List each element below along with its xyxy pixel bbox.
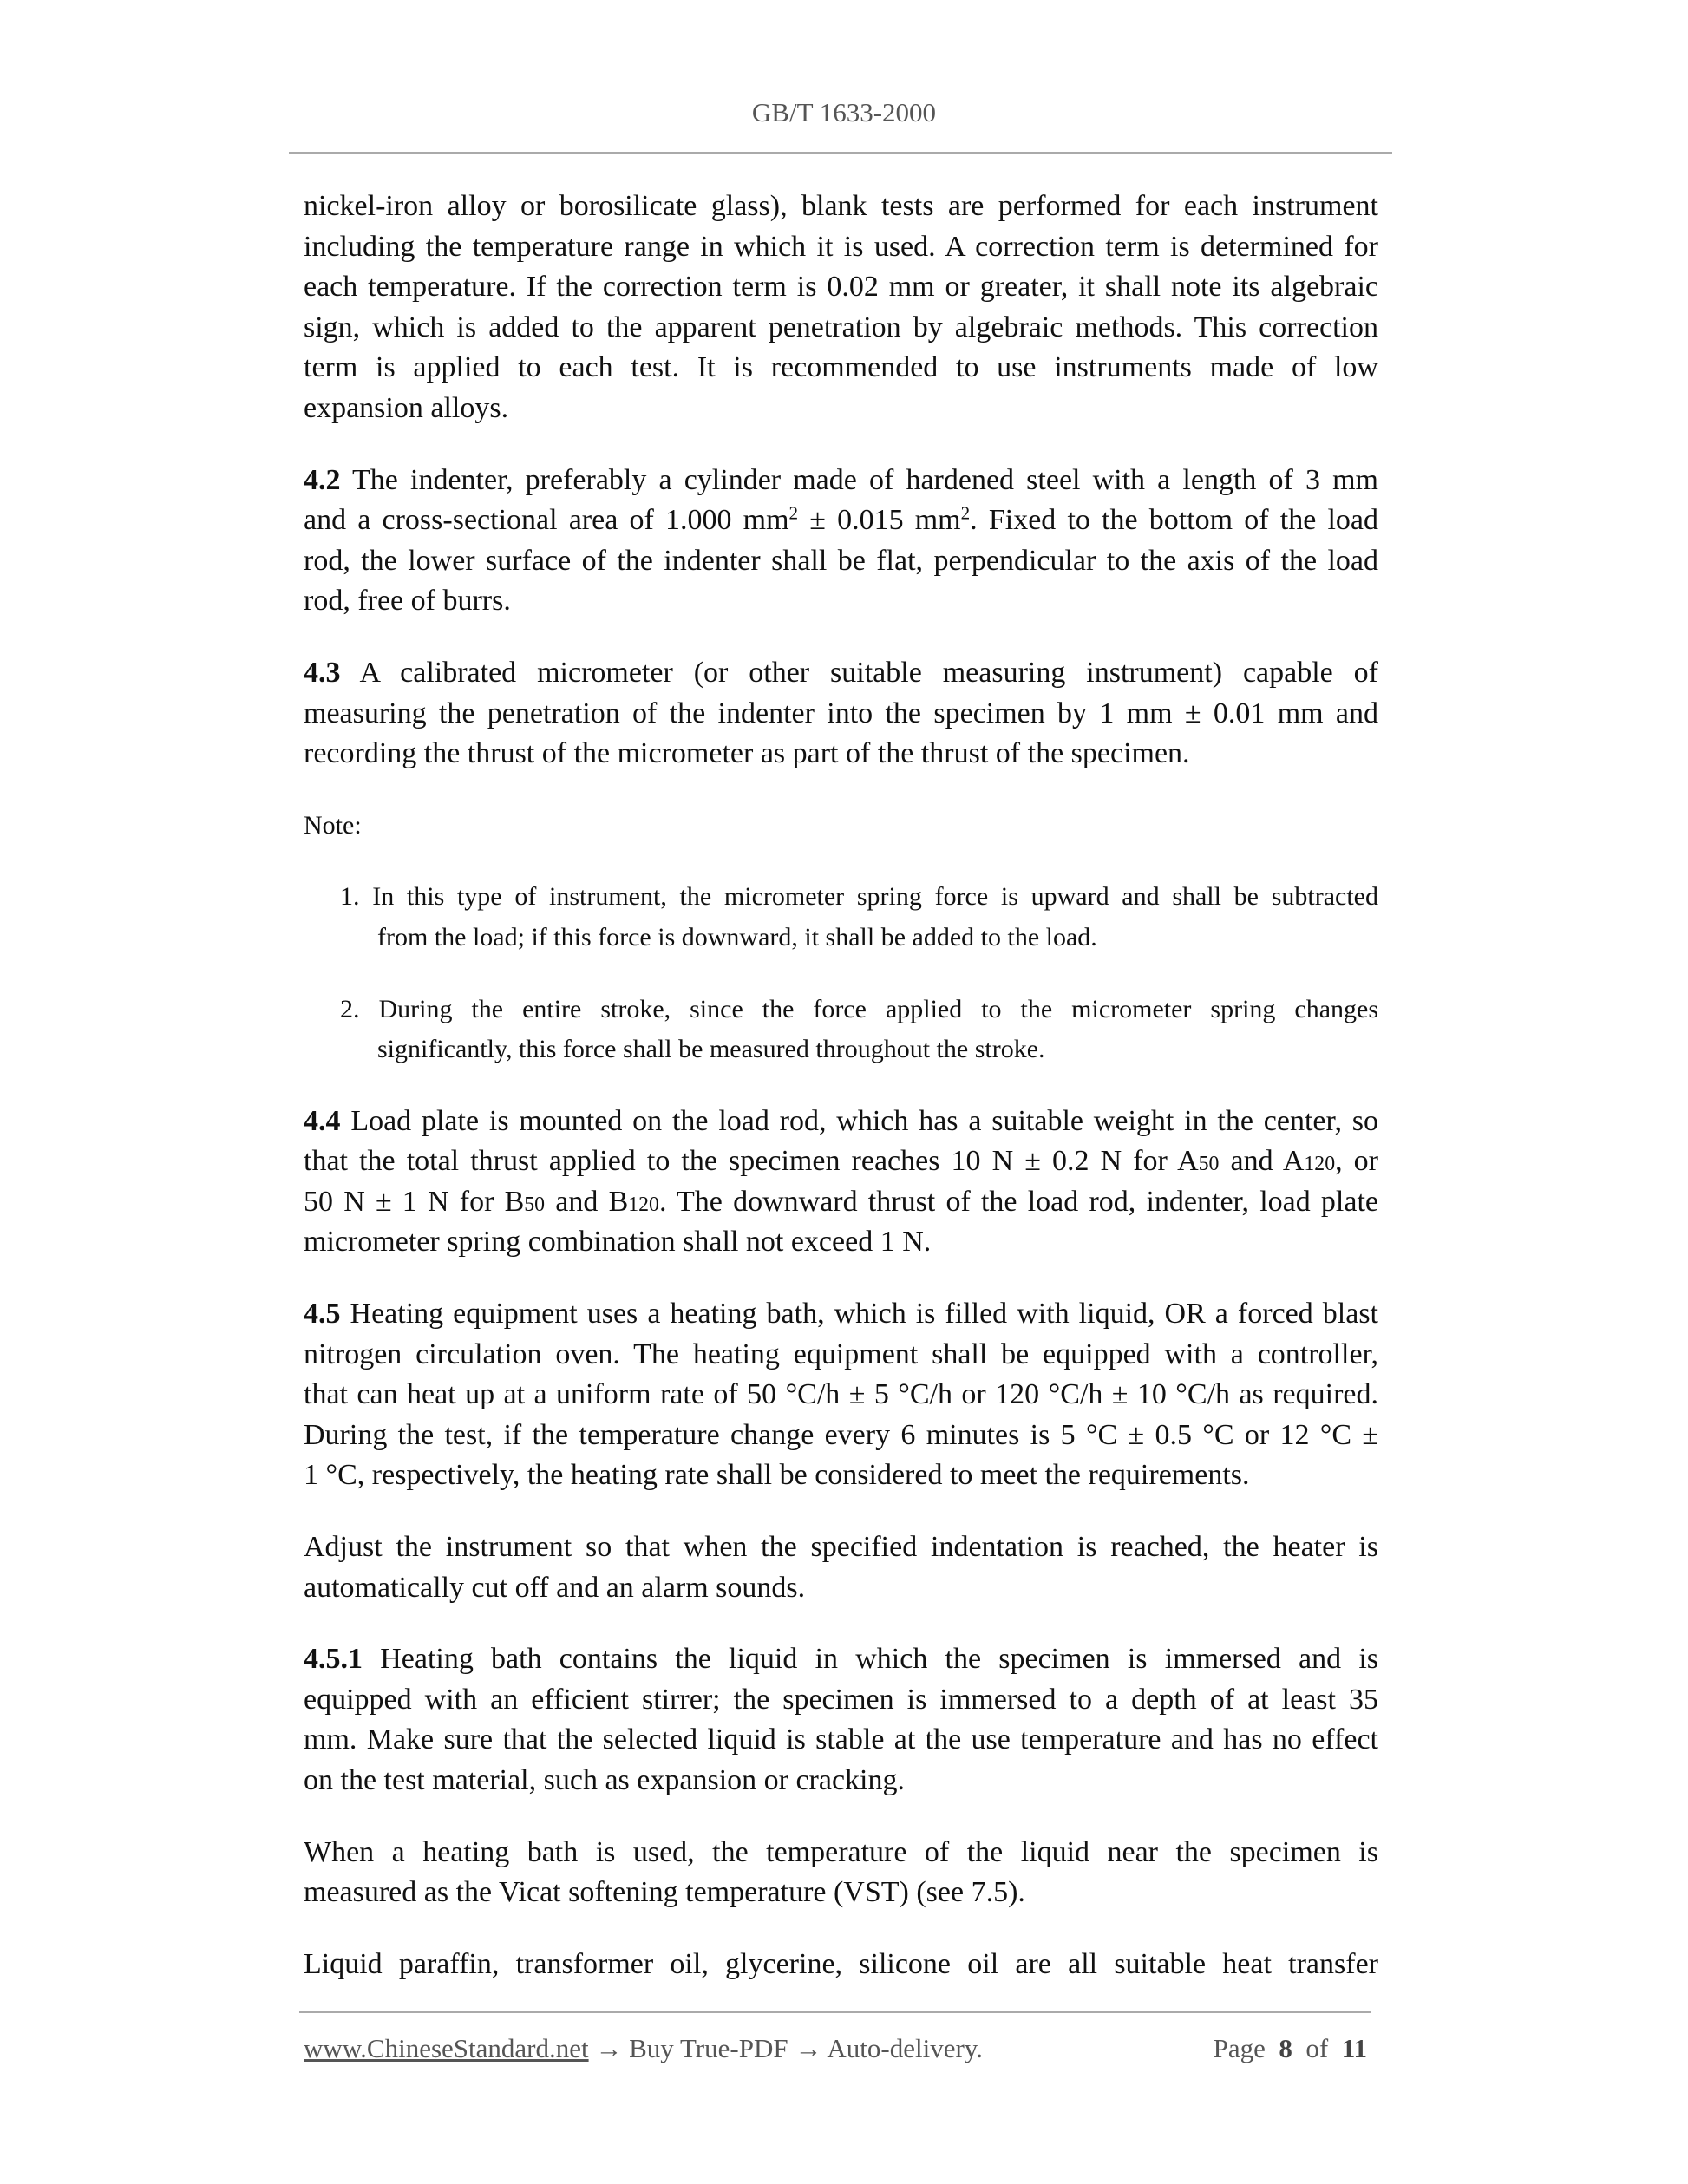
text-run: The indenter, preferably a cylinder made of hardened steel with a length of 3 mm bbox=[340, 463, 1378, 496]
text-line bbox=[304, 186, 1378, 227]
text-run: When a heating bath is used, the temperature of the liquid near the specimen is bbox=[304, 1835, 1378, 1868]
text-run: and B bbox=[545, 1185, 629, 1218]
clause-number: 4.4 bbox=[304, 1104, 341, 1137]
text-line bbox=[304, 1375, 1378, 1416]
text-run: . The downward thrust of the load rod, indenter, load plate bbox=[658, 1185, 1379, 1218]
note-item bbox=[340, 990, 1378, 1070]
text-run: . Fixed to the bottom of the load bbox=[970, 504, 1378, 537]
document-body bbox=[304, 186, 1378, 2016]
superscript: 2 bbox=[960, 502, 971, 524]
text-run: 2. During the entire stroke, since the force applied to the micrometer spring changes bbox=[340, 994, 1378, 1023]
text-run: and a cross-sectional area of 1.000 mm bbox=[304, 504, 789, 537]
note-heading bbox=[304, 806, 1378, 847]
text-run: Heating bath contains the liquid in which the specimen is immersed and is bbox=[363, 1643, 1378, 1676]
text-line bbox=[340, 1030, 1378, 1070]
text-run: Adjust the instrument so that when the specified indentation is reached, the heater is bbox=[304, 1531, 1378, 1564]
text-run: Load plate is mounted on the load rod, which has a suitable weight in the center, so bbox=[340, 1104, 1378, 1137]
text-run: rod, the lower surface of the indenter shall be flat, perpendicular to the axis of the load bbox=[304, 544, 1378, 577]
text-line bbox=[304, 1873, 1378, 1913]
clause-number: 4.5.1 bbox=[304, 1643, 363, 1676]
superscript: 2 bbox=[788, 502, 799, 524]
text-run: and A bbox=[1219, 1145, 1305, 1178]
text-line bbox=[304, 1294, 1378, 1335]
buy-text: Buy True-PDF bbox=[629, 2033, 788, 2063]
text-run: expansion alloys. bbox=[304, 391, 509, 424]
text-line bbox=[304, 308, 1378, 349]
paragraph bbox=[304, 461, 1378, 622]
total-pages: 11 bbox=[1341, 2033, 1367, 2063]
document-header-title: GB/T 1633-2000 bbox=[751, 97, 937, 128]
text-run: recording the thrust of the micrometer as part of the thrust of the specimen. bbox=[304, 737, 1190, 770]
subscript: 50 bbox=[1198, 1153, 1220, 1176]
delivery-text: Auto-delivery. bbox=[827, 2033, 984, 2063]
text-line bbox=[340, 990, 1378, 1030]
text-run: that the total thrust applied to the specimen reaches 10 N ± 0.2 N for A bbox=[304, 1145, 1199, 1178]
text-run: , or bbox=[1335, 1145, 1379, 1178]
page-number bbox=[1214, 2033, 1367, 2064]
text-line bbox=[304, 541, 1378, 582]
text-line bbox=[304, 1568, 1378, 1609]
text-run: ± 0.015 mm bbox=[798, 504, 961, 537]
text-run: measuring the penetration of the indenter into the specimen by 1 mm ± 0.01 mm and bbox=[304, 696, 1378, 729]
text-run: micrometer spring combination shall not exceed 1 N. bbox=[304, 1226, 932, 1259]
text-line bbox=[304, 1141, 1378, 1182]
text-run: sign, which is added to the apparent penetration by algebraic methods. This correction bbox=[304, 311, 1378, 343]
text-run: automatically cut off and an alarm sounds. bbox=[304, 1571, 806, 1604]
subscript: 120 bbox=[628, 1193, 659, 1216]
text-run: 1. In this type of instrument, the micrometer spring force is upward and shall be subtracted bbox=[340, 882, 1378, 912]
text-line bbox=[304, 1527, 1378, 1568]
text-run: including the temperature range in which it is used. A correction term is determined for bbox=[304, 230, 1378, 263]
text-line bbox=[304, 1833, 1378, 1873]
clause-number: 4.3 bbox=[304, 656, 341, 689]
text-line bbox=[304, 1639, 1378, 1680]
text-run: nitrogen circulation oven. The heating equipment shall be equipped with a controller, bbox=[304, 1337, 1378, 1370]
text-line bbox=[304, 1680, 1378, 1721]
text-line bbox=[304, 1102, 1378, 1142]
clause-number: 4.5 bbox=[304, 1298, 341, 1331]
text-line bbox=[304, 1416, 1378, 1456]
paragraph bbox=[304, 1945, 1378, 1985]
text-line bbox=[304, 389, 1378, 429]
paragraph bbox=[304, 1833, 1378, 1913]
text-run: nickel-iron alloy or borosilicate glass), blank tests are performed for each instrument bbox=[304, 190, 1378, 222]
paragraph bbox=[304, 186, 1378, 429]
of-label: of bbox=[1305, 2033, 1329, 2063]
text-run: mm. Make sure that the selected liquid is stable at the use temperature and has no effect bbox=[304, 1723, 1378, 1756]
text-line bbox=[304, 734, 1378, 775]
text-line bbox=[304, 461, 1378, 501]
page-label: Page bbox=[1213, 2033, 1266, 2063]
text-run: significantly, this force shall be measured throughout the stroke. bbox=[377, 1035, 1045, 1064]
text-line bbox=[304, 348, 1378, 389]
chinesestandard-link[interactable]: www.ChineseStandard.net bbox=[304, 2033, 589, 2063]
text-run: measured as the Vicat softening temperature (VST) (see 7.5). bbox=[304, 1876, 1025, 1909]
text-run: 1 °C, respectively, the heating rate shall be considered to meet the requirements. bbox=[304, 1459, 1250, 1492]
arrow-icon: → bbox=[595, 2033, 623, 2063]
text-run: Liquid paraffin, transformer oil, glycerine, silicone oil are all suitable heat transfer bbox=[304, 1947, 1378, 1980]
text-run: equipped with an efficient stirrer; the specimen is immersed to a depth of at least 35 bbox=[304, 1683, 1378, 1716]
text-line bbox=[340, 877, 1378, 918]
text-line bbox=[304, 500, 1378, 541]
text-run: on the test material, such as expansion or cracking. bbox=[304, 1764, 905, 1796]
text-line bbox=[304, 653, 1378, 694]
note-item bbox=[340, 877, 1378, 958]
text-line bbox=[304, 581, 1378, 622]
text-run: that can heat up at a uniform rate of 50 °C/h ± 5 °C/h or 120 °C/h ± 10 °C/h as required. bbox=[304, 1378, 1378, 1411]
text-line bbox=[304, 806, 1378, 847]
footer-divider bbox=[299, 2011, 1371, 2013]
text-line bbox=[304, 227, 1378, 268]
text-line bbox=[304, 1335, 1378, 1376]
text-line bbox=[304, 267, 1378, 308]
text-run: During the test, if the temperature change every 6 minutes is 5 °C ± 0.5 °C or 12 °C ± bbox=[304, 1418, 1378, 1451]
text-line bbox=[304, 1182, 1378, 1223]
page-footer bbox=[304, 2033, 1367, 2064]
header-divider bbox=[289, 152, 1392, 154]
text-line bbox=[304, 1761, 1378, 1801]
paragraph bbox=[304, 653, 1378, 775]
paragraph bbox=[304, 1294, 1378, 1496]
text-run: term is applied to each test. It is recommended to use instruments made of low bbox=[304, 351, 1378, 384]
text-run: A calibrated micrometer (or other suitable measuring instrument) capable of bbox=[340, 656, 1378, 689]
paragraph bbox=[304, 1639, 1378, 1801]
text-line bbox=[304, 1945, 1378, 1985]
paragraph bbox=[304, 1527, 1378, 1608]
text-line bbox=[304, 1455, 1378, 1496]
text-line bbox=[304, 1720, 1378, 1761]
clause-number: 4.2 bbox=[304, 463, 341, 496]
subscript: 120 bbox=[1304, 1153, 1336, 1176]
text-run: Note: bbox=[304, 810, 362, 840]
arrow-icon: → bbox=[795, 2033, 822, 2063]
text-line bbox=[304, 1222, 1378, 1263]
text-line bbox=[304, 694, 1378, 735]
paragraph bbox=[304, 1102, 1378, 1263]
text-run: each temperature. If the correction term is 0.02 mm or greater, it shall note its algebraic bbox=[304, 271, 1378, 304]
text-run: Heating equipment uses a heating bath, which is filled with liquid, OR a forced blast bbox=[340, 1298, 1378, 1331]
text-run: rod, free of burrs. bbox=[304, 585, 511, 618]
subscript: 50 bbox=[524, 1193, 546, 1216]
text-line bbox=[340, 918, 1378, 958]
text-run: 50 N ± 1 N for B bbox=[304, 1185, 525, 1218]
text-run: from the load; if this force is downward, it shall be added to the load. bbox=[377, 922, 1097, 951]
current-page: 8 bbox=[1279, 2033, 1292, 2063]
